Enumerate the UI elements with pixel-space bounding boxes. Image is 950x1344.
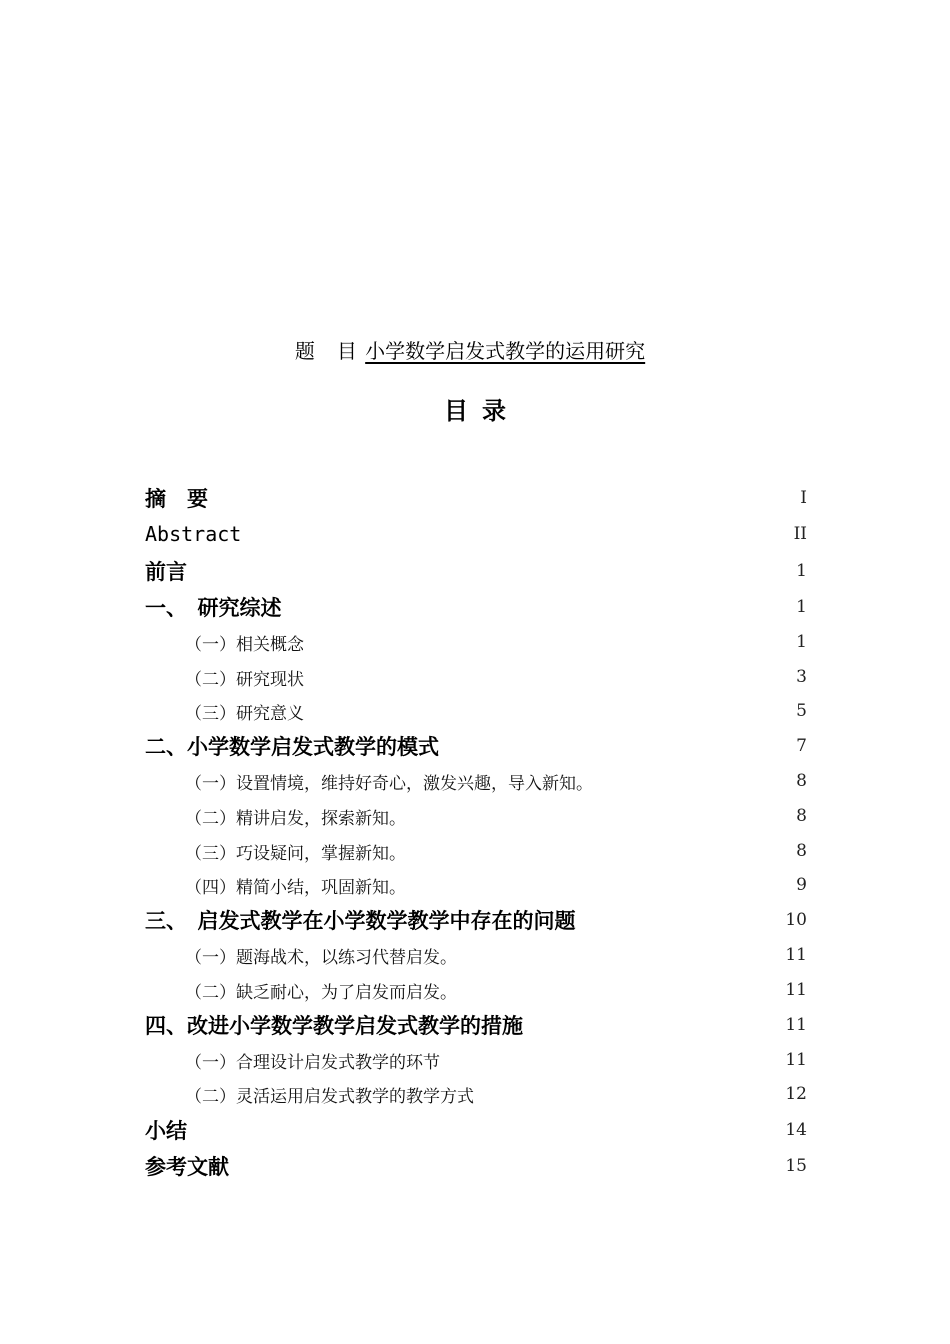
toc-entry-label: 摘 要	[145, 487, 208, 511]
toc-entry-page: 12	[785, 1084, 807, 1104]
toc-entry-label: （二）缺乏耐心，为了启发而启发。	[185, 982, 457, 1003]
toc-entry-label: （三）巧设疑问，掌握新知。	[185, 843, 406, 864]
subject-label-1: 题	[294, 339, 317, 363]
toc-entry-label: （二）精讲启发，探索新知。	[185, 808, 406, 829]
toc-heading-char-1: 目	[444, 397, 468, 425]
toc-entry[interactable]	[145, 554, 807, 588]
toc-entry[interactable]	[145, 834, 807, 868]
toc-entry-page: 15	[785, 1156, 807, 1176]
toc-entry-page: 1	[796, 561, 807, 581]
toc-entry[interactable]	[145, 1008, 807, 1042]
toc-entry-page: 5	[796, 701, 807, 721]
toc-entry-page: 14	[785, 1120, 807, 1140]
toc-entry[interactable]	[145, 1077, 807, 1111]
toc-entry[interactable]	[145, 625, 807, 659]
toc-entry[interactable]	[145, 481, 807, 515]
subject-line	[0, 337, 950, 365]
toc-entry-page: 11	[785, 945, 807, 965]
toc-heading	[0, 394, 950, 428]
toc-entry-page: 11	[785, 1050, 807, 1070]
toc-entry-page: 8	[796, 806, 807, 826]
toc-entry[interactable]	[145, 729, 807, 763]
toc-entry[interactable]	[145, 903, 807, 937]
toc-entry-page: 1	[796, 597, 807, 617]
toc-entry[interactable]	[145, 1113, 807, 1147]
toc-entry[interactable]	[145, 660, 807, 694]
toc-entry[interactable]	[145, 868, 807, 902]
toc-entry-label: 三、 启发式教学在小学数学教学中存在的问题	[145, 909, 576, 933]
thesis-title: 小学数学启发式教学的运用研究	[365, 339, 646, 363]
toc-entry-label: （二）灵活运用启发式教学的教学方式	[185, 1086, 474, 1107]
toc-entry-label: 前言	[145, 560, 187, 584]
toc-entry-label: 小结	[145, 1119, 187, 1143]
toc-entry-page: I	[800, 488, 807, 508]
toc-entry[interactable]	[145, 1149, 807, 1183]
toc-entry-label: 四、改进小学数学教学启发式教学的措施	[145, 1014, 523, 1038]
toc-entry-page: 1	[796, 632, 807, 652]
toc-entry[interactable]	[145, 764, 807, 798]
toc-heading-char-2: 录	[482, 397, 506, 425]
toc-entry-page: 3	[796, 667, 807, 687]
toc-entry-label: （一）合理设计启发式教学的环节	[185, 1052, 440, 1073]
toc-entry[interactable]	[145, 590, 807, 624]
toc-entry-page: 9	[796, 875, 807, 895]
toc-entry[interactable]	[145, 799, 807, 833]
toc-entry-label: 二、小学数学启发式教学的模式	[145, 735, 439, 759]
toc-entry-page: II	[793, 524, 807, 544]
toc-entry[interactable]	[145, 694, 807, 728]
toc-entry-page: 11	[785, 980, 807, 1000]
toc-entry-page: 11	[785, 1015, 807, 1035]
toc-entry-page: 8	[796, 771, 807, 791]
toc-entry-label: （三）研究意义	[185, 703, 304, 724]
toc-entry-label: 参考文献	[145, 1155, 229, 1179]
toc-entry-label: （二）研究现状	[185, 669, 304, 690]
toc-entry-page: 10	[785, 910, 807, 930]
toc-entry-label: （一）相关概念	[185, 634, 304, 655]
subject-label-2: 目	[336, 339, 359, 363]
toc-entry[interactable]	[145, 938, 807, 972]
toc-entry[interactable]	[145, 1043, 807, 1077]
toc-entry[interactable]	[145, 517, 807, 551]
toc-entry-label: （一）设置情境，维持好奇心，激发兴趣，导入新知。	[185, 773, 593, 794]
toc-entry-label: （一）题海战术，以练习代替启发。	[185, 947, 457, 968]
toc-entry-label: Abstract	[145, 522, 242, 546]
toc-entry-page: 7	[796, 736, 807, 756]
toc-entry-label: 一、 研究综述	[145, 596, 282, 620]
toc-entry-label: （四）精简小结，巩固新知。	[185, 877, 406, 898]
toc-entry-page: 8	[796, 841, 807, 861]
toc-entry[interactable]	[145, 973, 807, 1007]
